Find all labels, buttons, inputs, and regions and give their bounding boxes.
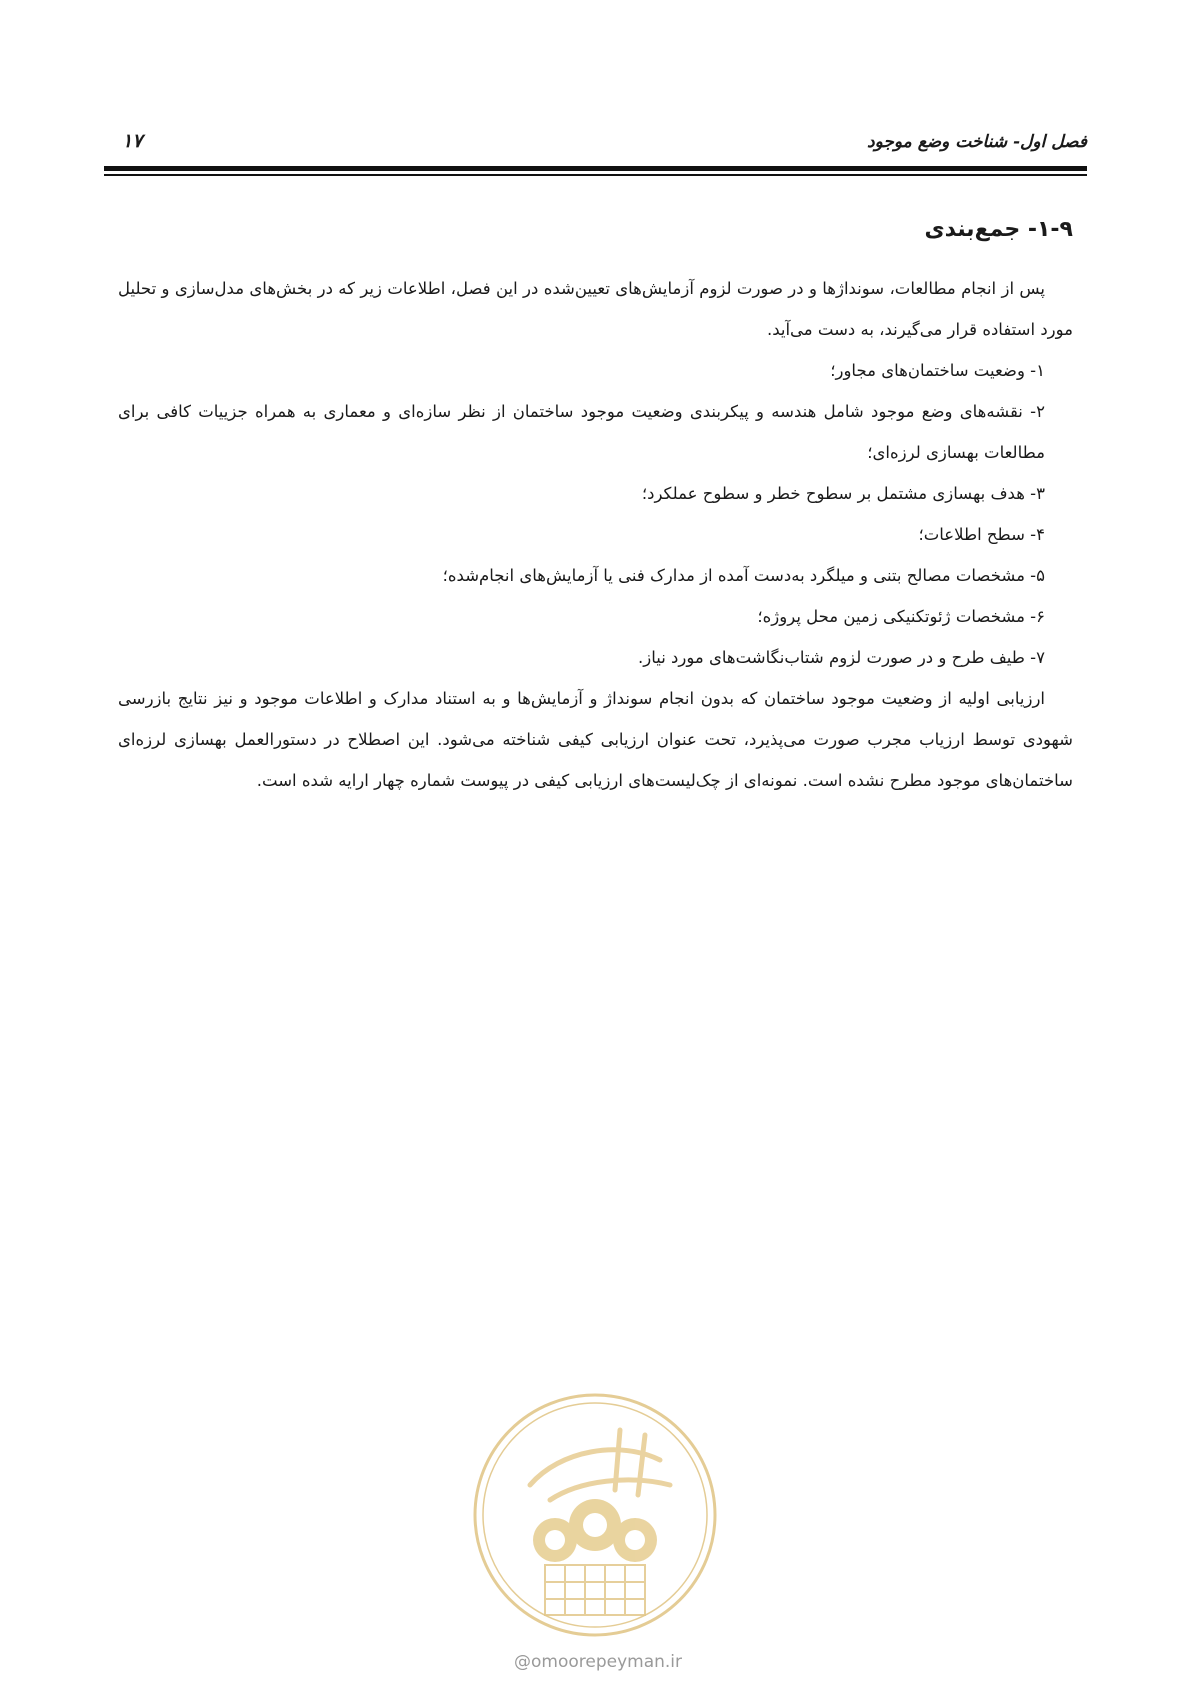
header-rule-thick xyxy=(104,166,1087,171)
section-title: ۱-۹- جمع‌بندی xyxy=(924,217,1073,242)
intro-paragraph: پس از انجام مطالعات، سونداژها و در صورت لزوم آزمایش‌های تعیین‌شده در این فصل، اطلاعات زیر که در بخش‌های مدل‌سازی و تحلیل مورد استفاده قرار می‌گیرند، به دست می‌آید. xyxy=(118,279,1073,339)
watermark-logo xyxy=(470,1390,720,1640)
at-icon: @ xyxy=(513,1652,531,1672)
list-item: ۲- نقشه‌های وضع موجود شامل هندسه و پیکربندی وضعیت موجود ساختمان از نظر سازه‌ای و معماری به همراه جزییات کافی برای مطالعات بهسازی لرزه‌ای؛ xyxy=(118,402,1045,462)
list-item: ۶- مشخصات ژئوتکنیکی زمین محل پروژه؛ xyxy=(757,607,1045,626)
closing-paragraph: ارزیابی اولیه از وضعیت موجود ساختمان که بدون انجام سونداژ و آزمایش‌ها و به استناد مدارک و اطلاعات موجود و نیز نتایج بازرسی شهودی توسط ارزیاب مجرب صورت می‌پذیرد، تحت عنوان ارزیابی کیفی شناخته می‌شود. این اصطلاح در دستورالعمل بهسازی لرزه‌ای ساختمان‌های موجود مطرح نشده است. نمونه‌ای از چک‌لیست‌های ارزیابی کیفی در پیوست شماره چهار ارایه شده است. xyxy=(118,689,1073,790)
page-number: ۱۷ xyxy=(122,130,143,152)
chapter-title: فصل اول- شناخت وضع موجود xyxy=(867,132,1087,152)
list-item: ۱- وضعیت ساختمان‌های مجاور؛ xyxy=(830,361,1045,380)
list-item: ۳- هدف بهسازی مشتمل بر سطوح خطر و سطوح عملکرد؛ xyxy=(641,484,1045,503)
watermark-url: @omoorepeyman.ir xyxy=(513,1652,683,1672)
list-item: ۷- طیف طرح و در صورت لزوم شتاب‌نگاشت‌های مورد نیاز. xyxy=(637,648,1045,667)
list-item: ۵- مشخصات مصالح بتنی و میلگرد به‌دست آمده از مدارک فنی یا آزمایش‌های انجام‌شده؛ xyxy=(442,566,1045,585)
header-rule-thin xyxy=(104,174,1087,176)
page-header xyxy=(104,126,1087,166)
section-body xyxy=(118,208,1073,801)
list-item: ۴- سطح اطلاعات؛ xyxy=(918,525,1045,544)
seal-icon xyxy=(470,1390,720,1640)
